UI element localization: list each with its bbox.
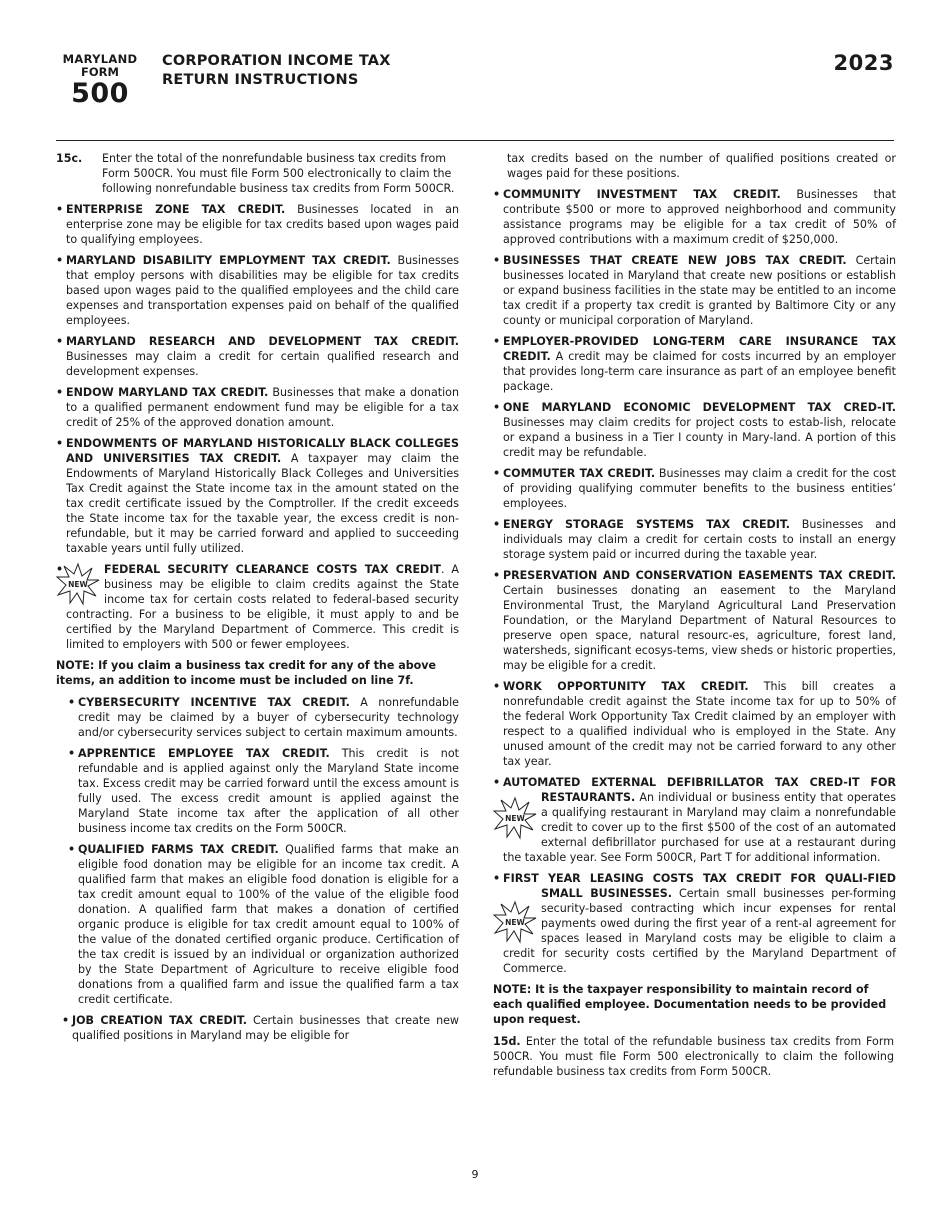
new-badge-text: NEW (505, 918, 525, 927)
bullet-icon: • (68, 747, 76, 760)
credit-title: CYBERSECURITY INCENTIVE TAX CREDIT. (78, 696, 350, 709)
bullet-icon: • (493, 776, 501, 789)
credit-text: Qualified farms that make an eligible food donation may be eligible for an income tax credit. A qualified farm that makes an eligible food donation is eligible for a tax credit amount equal to 100% of the value of the eligible food donation. A qualified farm that makes a donation of certified organic produce is eligible for tax credit amount equal to 100% of the value of the donated certified organic produce. Certification of the tax credit is issued by an individual or organization authorized by the State Department of Agriculture to receive eligible food donations from a qualified farm and issue the qualified farm a tax credit certificate. (78, 843, 459, 1006)
credit-title: ENTERPRISE ZONE TAX CREDIT. (66, 203, 286, 216)
credit-title: BUSINESSES THAT CREATE NEW JOBS TAX CREDIT. (503, 254, 847, 267)
page-number: 9 (471, 1168, 479, 1181)
bullet-icon: • (493, 335, 501, 348)
bullet-icon: • (493, 254, 501, 267)
credit-title: FEDERAL SECURITY CLEARANCE COSTS TAX CREDIT (104, 563, 441, 576)
line-15d (493, 1034, 896, 1079)
credit-commuter (493, 466, 896, 511)
new-badge-text: NEW (68, 580, 88, 589)
form-number: 500 (71, 78, 129, 109)
credit-title: PRESERVATION AND CONSERVATION EASEMENTS TAX CREDIT. (503, 569, 896, 582)
bullet-icon: • (68, 696, 76, 709)
left-column (56, 151, 459, 1049)
credit-title: ONE MARYLAND ECONOMIC DEVELOPMENT TAX CRED-IT. (503, 401, 896, 414)
credit-text: This credit is not refundable and is applied against only the Maryland State income tax. Excess credit may be carried forward until the excess amount is fully used. The excess credit amount is applied against the Maryland State income tax after the application of all other business income tax credits on the Form 500CR. (78, 747, 459, 835)
line-number: 15d. (493, 1035, 521, 1048)
new-badge-icon (493, 900, 537, 944)
credit-text: Businesses and individuals may claim a credit for certain costs to install an energy storage system paid or incurred during the taxable year. (503, 518, 896, 561)
bullet-icon: • (68, 843, 76, 856)
bullet-icon: • (493, 401, 501, 414)
credit-text: An individual or business entity that operates a qualifying restaurant in Maryland may claim a nonrefundable credit to cover up to the first $500 of the cost of an automated external defibrillator purchased for use at a restaurant during the taxable year. See Form 500CR, Part T for additional information. (503, 791, 896, 864)
right-column (493, 151, 896, 1085)
title-line-2: RETURN INSTRUCTIONS (162, 72, 359, 88)
credit-title: JOB CREATION TAX CREDIT. (72, 1014, 247, 1027)
credit-text: Certain businesses located in Maryland that create new positions or establish or expand business facilities in the state may be entitled to an income tax credit if a property tax credit is granted by Baltimore City or any county or municipal corporation of Maryland. (503, 254, 896, 327)
credit-text: A taxpayer may claim the Endowments of Maryland Historically Black Colleges and Universities Tax Credit against the State income tax in the amount stated on the tax credit certificate issued by the Comptroller. If the credit exceeds the State income tax for the taxable year, the excess credit is non-refundable, but it may be carried forward and applied to succeeding taxable years until fully utilized. (66, 452, 459, 555)
credit-text: Businesses located in an enterprise zone may be eligible for tax credits based upon wages paid to qualifying employees. (66, 203, 459, 246)
line-15c (56, 151, 459, 196)
credit-endow-maryland (56, 385, 459, 430)
page-header (0, 0, 950, 142)
credit-title: ENERGY STORAGE SYSTEMS TAX CREDIT. (503, 518, 790, 531)
credit-text: Businesses that make a donation to a qualified permanent endowment fund may be eligible for a tax credit of 25% of the approved donation amount. (66, 386, 459, 429)
job-creation-continued: tax credits based on the number of qualified positions created or wages paid for these positions. (507, 152, 896, 180)
bullet-icon: • (493, 188, 501, 201)
bullet-icon: • (62, 1014, 70, 1027)
credit-apprentice (56, 746, 459, 836)
credit-title: QUALIFIED FARMS TAX CREDIT. (78, 843, 279, 856)
credit-text: Businesses may claim a credit for the cost of providing qualifying commuter benefits to the business entities’ employees. (503, 467, 896, 510)
credit-hbcu-endowments (56, 436, 459, 556)
bullet-icon: • (56, 563, 64, 576)
credit-text: This bill creates a nonrefundable credit against the State income tax for up to 50% of the federal Work Opportunity Tax Credit claimed by an employer with respect to a qualified individual who is employed in the State. Any unused amount of the credit may not be carried forward to any other tax year. (503, 680, 897, 768)
credit-work-opportunity (493, 679, 896, 769)
credit-text: Certain small businesses per-forming security-based contracting which incur expenses for rental payments owed during the first year of a rent-al agreement for spaces leased in Maryland costs may be eligible to claim a credit for security costs certified by the Maryland Department of Commerce. (503, 887, 897, 975)
line-text: Enter the total of the refundable business tax credits from Form 500CR. You must file Form 500 electronically to claim the following refundable business tax credits from Form 500CR. (493, 1035, 895, 1078)
line-number: 15c. (56, 152, 83, 165)
credit-defibrillator (493, 775, 896, 865)
credit-title: AUTOMATED EXTERNAL DEFIBRILLATOR TAX CRED-IT FOR RESTAURANTS. (503, 776, 896, 804)
new-badge-icon (56, 562, 100, 606)
credit-enterprise-zone (56, 202, 459, 247)
credit-energy-storage (493, 517, 896, 562)
credit-security-clearance (56, 562, 459, 652)
credit-title: APPRENTICE EMPLOYEE TAX CREDIT. (78, 747, 330, 760)
credit-text: A credit may be claimed for costs incurred by an employer that provides long-term care insurance as part of an employee benefit package. (503, 350, 896, 393)
credit-cybersecurity (56, 695, 459, 740)
bullet-icon: • (56, 335, 64, 348)
bullet-icon: • (493, 569, 501, 582)
credit-title: COMMUNITY INVESTMENT TAX CREDIT. (503, 188, 781, 201)
bullet-icon: • (56, 386, 64, 399)
credit-disability-employment (56, 253, 459, 328)
credit-community-investment (493, 187, 896, 247)
bullet-icon: • (56, 203, 64, 216)
credit-text: Certain businesses donating an easement to the Maryland Environmental Trust, the Maryland Agricultural Land Preservation Foundation, or the Maryland Department of Natural Resources to preserve open space, natural resourc-es, agriculture, forest land, watersheds, significant ecosys-tems, view sheds or historic properties, may be eligible for a credit. (503, 584, 896, 672)
bullet-icon: • (56, 437, 64, 450)
credit-text: Businesses may claim a credit for certain qualified research and development expenses. (66, 350, 459, 378)
note-addition-income: NOTE: If you claim a business tax credit for any of the above items, an addition to income must be included on line 7f. (56, 659, 437, 687)
credit-preservation-easements (493, 568, 896, 673)
note-record-keeping: NOTE: It is the taxpayer responsibility to maintain record of each qualified employee. Documentation needs to be provided upon request. (493, 983, 887, 1026)
credit-text: Businesses may claim credits for project costs to estab-lish, relocate or expand a business in a Tier I county in Mary-land. A portion of this credit may be refundable. (503, 416, 896, 459)
credit-text: Certain businesses that create new qualified positions in Maryland may be eligible for (72, 1014, 459, 1042)
credit-new-jobs (493, 253, 896, 328)
credit-title: FIRST YEAR LEASING COSTS TAX CREDIT FOR QUALI-FIED SMALL BUSINESSES. (503, 872, 896, 900)
credit-qualified-farms (56, 842, 459, 1007)
credit-text: Businesses that employ persons with disabilities may be eligible for tax credits based upon wages paid to the qualified employees and the child care expenses and transportation expenses paid on behalf of the qualified employees. (66, 254, 459, 327)
credit-long-term-care (493, 334, 896, 394)
credit-job-creation (56, 1013, 459, 1043)
document-title (162, 52, 391, 90)
credit-title: MARYLAND RESEARCH AND DEVELOPMENT TAX CREDIT. (66, 335, 459, 348)
credit-title: MARYLAND DISABILITY EMPLOYMENT TAX CREDIT. (66, 254, 391, 267)
line-text: Enter the total of the nonrefundable business tax credits from Form 500CR. You must file Form 500 electronically to claim the following nonrefundable business tax credits from Form 500CR. (102, 152, 455, 195)
bullet-icon: • (493, 518, 501, 531)
credit-title: COMMUTER TAX CREDIT. (503, 467, 656, 480)
bullet-icon: • (56, 254, 64, 267)
title-line-1: CORPORATION INCOME TAX (162, 53, 391, 69)
header-divider (56, 140, 894, 141)
credit-text: A nonrefundable credit may be claimed by a buyer of cybersecurity technology and/or cybersecurity services subject to certain maximum amounts. (78, 696, 459, 739)
credit-research-development (56, 334, 459, 379)
new-badge-icon (493, 796, 537, 840)
credit-title: ENDOWMENTS OF MARYLAND HISTORICALLY BLACK COLLEGES AND UNIVERSITIES TAX CREDIT. (66, 437, 459, 465)
credit-text: Businesses that contribute $500 or more to approved neighborhood and community assistance programs may be eligible for a tax credit of 50% of approved contributions with a maximum credit of $250,000. (503, 188, 897, 246)
credit-title: EMPLOYER-PROVIDED LONG-TERM CARE INSURANCE TAX CREDIT. (503, 335, 896, 363)
credit-one-maryland (493, 400, 896, 460)
bullet-icon: • (493, 872, 501, 885)
form-state: MARYLAND (62, 52, 138, 66)
credit-first-year-leasing (493, 871, 896, 976)
new-badge-text: NEW (505, 814, 525, 823)
credit-title: WORK OPPORTUNITY TAX CREDIT. (503, 680, 749, 693)
form-id-block (56, 52, 144, 109)
credit-title: ENDOW MARYLAND TAX CREDIT. (66, 386, 269, 399)
credit-text: . A business may be eligible to claim credits against the State income tax for certain costs related to federal-based security contracting. For a business to be eligible, it must apply to and be certified by the Maryland Department of Commerce. This credit is limited to employers with 500 or fewer employees. (66, 563, 459, 651)
bullet-icon: • (493, 467, 501, 480)
tax-year: 2023 (833, 51, 894, 75)
bullet-icon: • (493, 680, 501, 693)
form-label: FORM (81, 65, 119, 79)
